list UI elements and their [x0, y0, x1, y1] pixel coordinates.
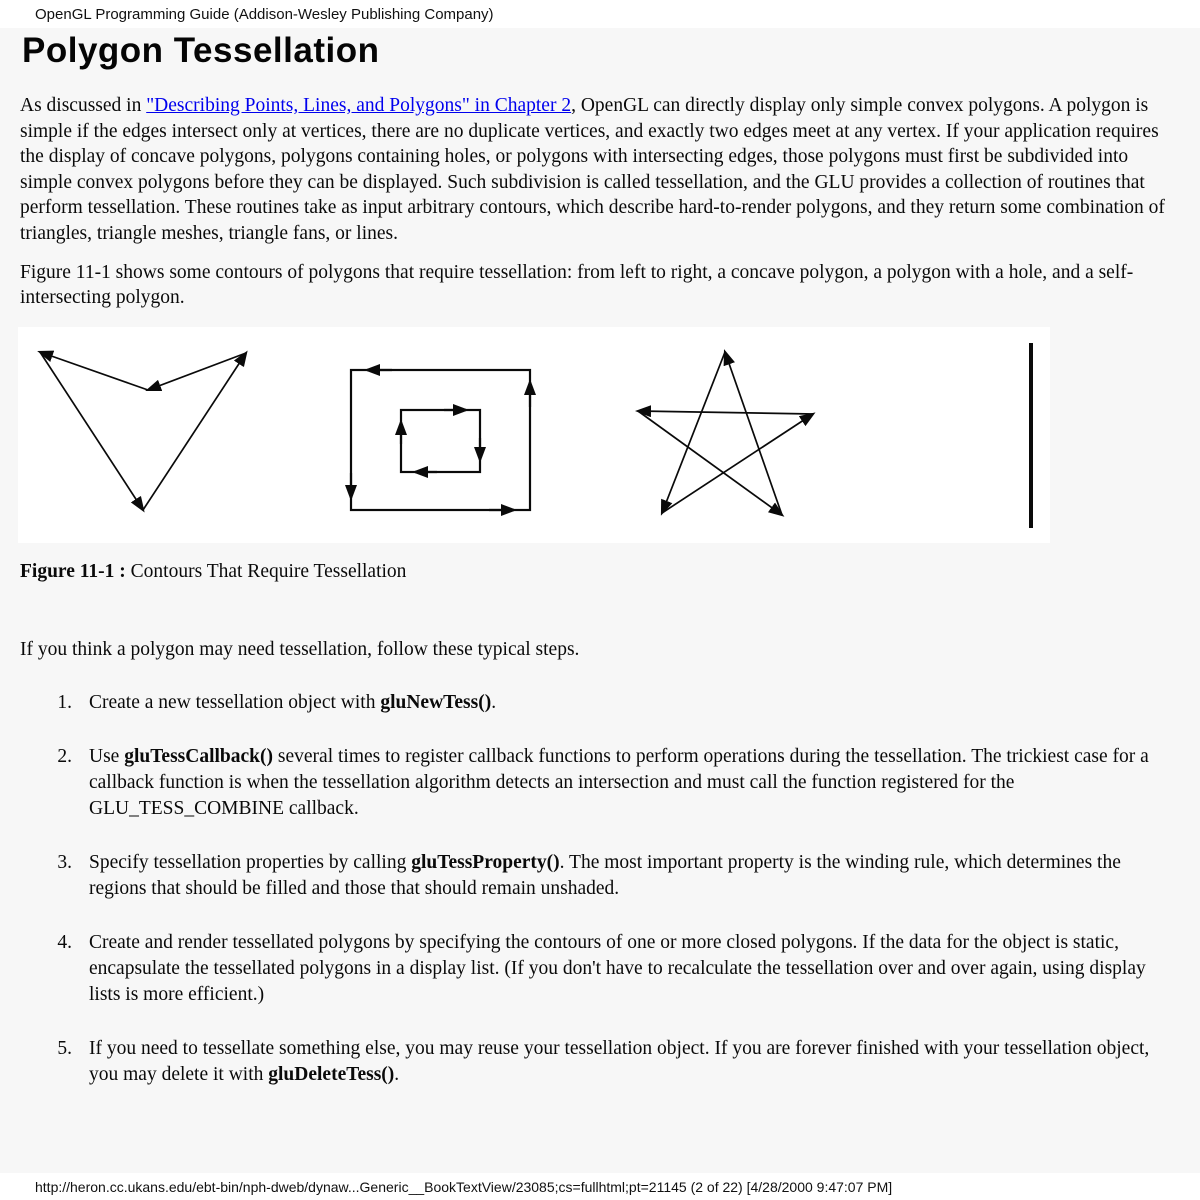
function-name: gluTessCallback() [124, 746, 274, 768]
figure-11-1-canvas [18, 327, 1050, 543]
page-footer [0, 1173, 1200, 1200]
list-item-step-4 [20, 930, 1180, 1007]
step-number: 3. [57, 852, 72, 874]
list-item-step-1 [20, 690, 1180, 716]
text-run: Use [89, 746, 125, 768]
step-text [89, 930, 1177, 1007]
text-run: Create a new tessellation object with [89, 691, 381, 713]
text-run: several times to register callback functions to perform operations during the tessellation. The trickiest case for a callback function is when the tessellation algorithm detects an intersection and must call the function registered for the GLU_TESS_COMBINE callback. [89, 746, 1149, 819]
function-name: gluNewTess() [380, 691, 492, 713]
footer-url: http://heron.cc.ukans.edu/ebt-bin/nph-dweb/dynaw...Generic__BookTextView/23085;cs=fullhtml;pt=21145 (2 of 22) [4/28/2000 9:47:07 PM] [35, 1179, 893, 1195]
text-run: Specify tessellation properties by calling [89, 852, 412, 874]
list-item-step-5 [20, 1036, 1180, 1087]
figure-11-1 [18, 327, 1050, 543]
figure-caption [20, 561, 1180, 583]
text-run: If you need to tessellate something else, you may reuse your tessellation object. If you are forever finished with your tessellation object, you may delete it with [89, 1038, 1150, 1085]
figure-reference-paragraph: Figure 11-1 shows some contours of polygons that require tessellation: from left to right, a concave polygon, a polygon with a hole, and a self-intersecting polygon. [20, 261, 1134, 309]
step-text [89, 850, 1177, 901]
text-run: , OpenGL can directly display only simple convex polygons. A polygon is simple if the edges intersect only at vertices, there are no duplicate vertices, and exactly two edges meet at any vertex. If your application requires the display of concave polygons, polygons containing holes, or polygons with intersecting edges, those polygons must first be subdivided into simple convex polygons before they can be displayed. Such subdivision is called tessellation, and the GLU provides a collection of routines that perform tessellation. These routines take as input arbitrary contours, which describe hard-to-render polygons, and they return some combination of triangles, triangle meshes, triangle fans, or lines. [20, 95, 1165, 244]
concave-polygon-contour [40, 352, 246, 510]
intro-paragraph [20, 93, 1182, 247]
outer-square-contour [351, 370, 530, 510]
function-name: gluTessProperty() [411, 852, 560, 874]
step-text [89, 690, 1177, 716]
inner-square-arrows [401, 410, 480, 472]
page-title: Polygon Tessellation [22, 31, 380, 70]
list-item-step-3 [20, 850, 1180, 901]
text-run: . The most important property is the winding rule, which determines the regions that should be filled and those that should remain unshaded. [89, 852, 1121, 899]
header-title: OpenGL Programming Guide (Addison-Wesley Publishing Company) [35, 6, 494, 23]
figure-caption-text: Contours That Require Tessellation [125, 560, 407, 582]
text-run: As discussed in [20, 95, 147, 116]
text-run: . [491, 691, 497, 713]
chapter-2-link[interactable]: "Describing Points, Lines, and Polygons" in Chapter 2 [146, 95, 572, 116]
outer-square-arrows [351, 370, 530, 510]
inner-square-contour [401, 410, 480, 472]
list-item-step-2 [20, 744, 1180, 821]
step-text [89, 1036, 1177, 1087]
steps-intro: If you think a polygon may need tessellation, follow these typical steps. [20, 638, 580, 660]
step-number: 2. [57, 746, 72, 768]
figure-caption-label: Figure 11-1 : [20, 560, 126, 582]
step-number: 4. [57, 932, 72, 954]
page-header [0, 0, 1200, 28]
step-number: 5. [57, 1038, 72, 1060]
text-run: . [394, 1063, 400, 1085]
function-name: gluDeleteTess() [268, 1063, 395, 1085]
star-contour [638, 352, 813, 515]
step-text [89, 744, 1177, 821]
document-body [0, 31, 1200, 1087]
text-run: Create and render tessellated polygons by specifying the contours of one or more closed polygons. If the data for the object is static, encapsulate the tessellated polygons in a display list. (If you don't have to recalculate the tessellation over and over again, using display lists is more efficient.) [89, 932, 1146, 1005]
step-number: 1. [57, 691, 72, 713]
